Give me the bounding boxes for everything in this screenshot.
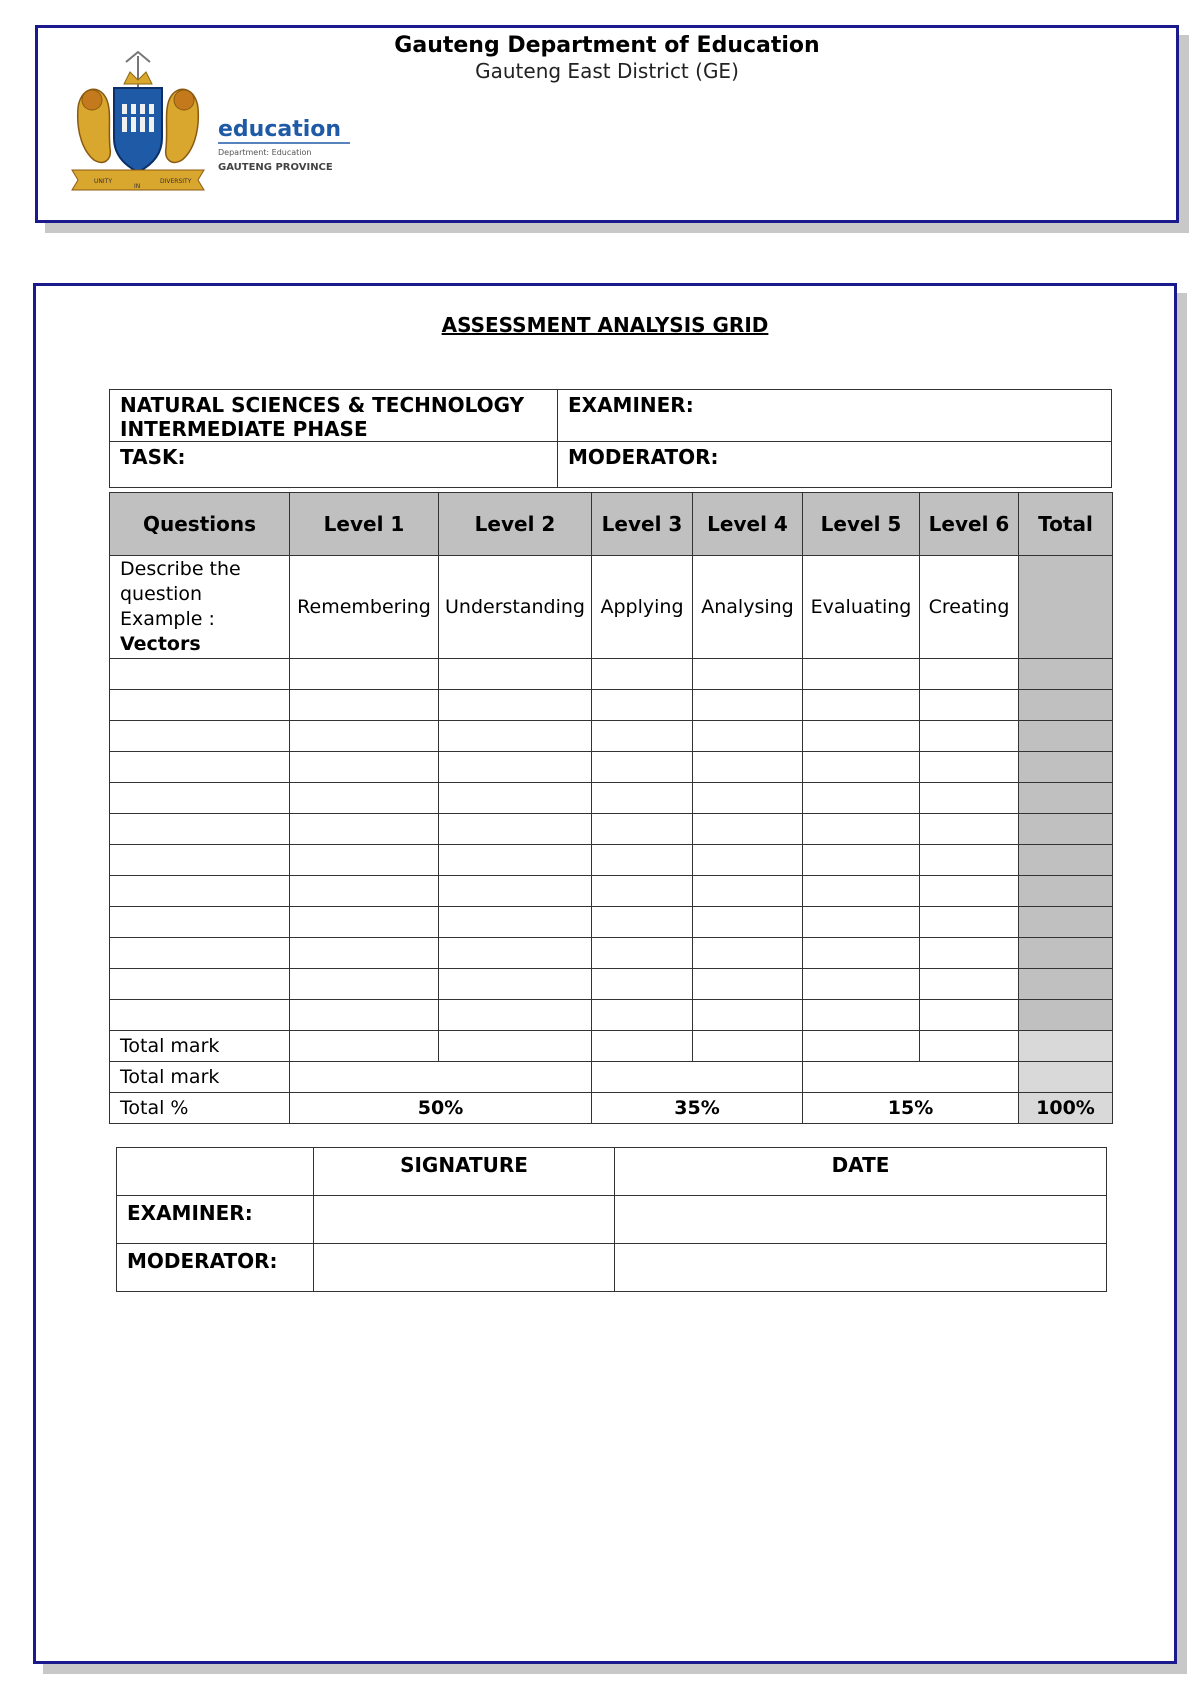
level-mark-cell[interactable] (803, 938, 920, 969)
level-mark-cell[interactable] (920, 876, 1019, 907)
motto-right: DIVERSITY (160, 178, 192, 185)
question-total-cell[interactable] (1019, 907, 1113, 938)
question-total-cell[interactable] (1019, 938, 1113, 969)
level-mark-cell[interactable] (592, 783, 693, 814)
level-mark-cell[interactable] (290, 814, 439, 845)
level-6-name: Creating (920, 556, 1019, 659)
total-mark-combined-label: Total mark (110, 1062, 290, 1093)
total-mark-group-1[interactable] (290, 1062, 592, 1093)
level-mark-cell[interactable] (592, 659, 693, 690)
percent-total: 100% (1019, 1093, 1113, 1124)
date-header: DATE (615, 1148, 1107, 1196)
level-mark-cell[interactable] (290, 1000, 439, 1031)
district-name: Gauteng East District (GE) (475, 59, 739, 83)
level-mark-cell[interactable] (439, 876, 592, 907)
question-cell[interactable] (110, 690, 290, 721)
level-mark-cell[interactable] (439, 1000, 592, 1031)
level-mark-cell[interactable] (920, 1000, 1019, 1031)
question-total-cell[interactable] (1019, 659, 1113, 690)
examiner-date-field[interactable] (615, 1196, 1107, 1244)
level-mark-cell[interactable] (693, 907, 803, 938)
form-frame (33, 283, 1177, 1664)
question-total-cell[interactable] (1019, 721, 1113, 752)
gauteng-education-logo (68, 48, 398, 198)
grid-header-row (110, 493, 1113, 556)
level-mark-cell[interactable] (693, 969, 803, 1000)
level-4-name: Analysing (693, 556, 803, 659)
header-level-6: Level 6 (920, 493, 1019, 556)
level-mark-cell[interactable] (439, 814, 592, 845)
total-mark-level-3[interactable] (592, 1031, 693, 1062)
percent-group-1: 50% (290, 1093, 592, 1124)
level-mark-cell[interactable] (920, 752, 1019, 783)
percent-group-2: 35% (592, 1093, 803, 1124)
level-mark-cell[interactable] (290, 969, 439, 1000)
signoff-moderator-label: MODERATOR: (117, 1244, 314, 1292)
level-mark-cell[interactable] (803, 690, 920, 721)
total-mark-level-5[interactable] (803, 1031, 920, 1062)
level-mark-cell[interactable] (592, 938, 693, 969)
level-mark-cell[interactable] (290, 659, 439, 690)
motto-left: UNITY (94, 178, 112, 185)
level-mark-cell[interactable] (592, 907, 693, 938)
question-row (110, 814, 1113, 845)
question-cell[interactable] (110, 876, 290, 907)
question-row (110, 845, 1113, 876)
question-description (110, 556, 290, 659)
level-mark-cell[interactable] (439, 969, 592, 1000)
total-percent-row (110, 1093, 1113, 1124)
question-total-cell[interactable] (1019, 969, 1113, 1000)
level-mark-cell[interactable] (290, 721, 439, 752)
logo-line1: Department: Education (218, 148, 312, 157)
level-mark-cell[interactable] (439, 752, 592, 783)
question-row (110, 690, 1113, 721)
description-total-cell (1019, 556, 1113, 659)
question-total-cell[interactable] (1019, 814, 1113, 845)
description-line-3: Example : (120, 608, 215, 630)
question-total-cell[interactable] (1019, 690, 1113, 721)
level-mark-cell[interactable] (592, 814, 693, 845)
level-mark-cell[interactable] (803, 969, 920, 1000)
logo-line2: GAUTENG PROVINCE (218, 162, 333, 173)
header-level-2: Level 2 (439, 493, 592, 556)
level-mark-cell[interactable] (693, 659, 803, 690)
level-mark-cell[interactable] (290, 938, 439, 969)
level-mark-cell[interactable] (803, 845, 920, 876)
level-mark-cell[interactable] (803, 783, 920, 814)
description-line-1: Describe the (120, 558, 241, 580)
task-field[interactable]: TASK: (110, 442, 558, 488)
signoff-table (116, 1147, 1107, 1292)
level-mark-cell[interactable] (592, 721, 693, 752)
examiner-field[interactable]: EXAMINER: (558, 390, 1112, 442)
level-mark-cell[interactable] (693, 814, 803, 845)
level-mark-cell[interactable] (439, 690, 592, 721)
question-row (110, 938, 1113, 969)
level-mark-cell[interactable] (920, 721, 1019, 752)
question-cell[interactable] (110, 1000, 290, 1031)
question-row (110, 752, 1113, 783)
question-row (110, 721, 1113, 752)
total-mark-group-2[interactable] (592, 1062, 803, 1093)
description-line-2: question (120, 583, 203, 605)
level-mark-cell[interactable] (592, 845, 693, 876)
question-row (110, 876, 1113, 907)
total-mark-row-2 (110, 1062, 1113, 1093)
level-mark-cell[interactable] (693, 1000, 803, 1031)
total-mark-level-2[interactable] (439, 1031, 592, 1062)
total-mark-row-1 (110, 1031, 1113, 1062)
level-mark-cell[interactable] (290, 783, 439, 814)
level-mark-cell[interactable] (803, 814, 920, 845)
level-mark-cell[interactable] (693, 845, 803, 876)
page-title: ASSESSMENT ANALYSIS GRID (441, 313, 769, 337)
level-mark-cell[interactable] (592, 690, 693, 721)
total-percent-label: Total % (110, 1093, 290, 1124)
level-mark-cell[interactable] (920, 814, 1019, 845)
level-2-name: Understanding (439, 556, 592, 659)
signature-header: SIGNATURE (314, 1148, 615, 1196)
level-mark-cell[interactable] (592, 876, 693, 907)
total-mark-level-1[interactable] (290, 1031, 439, 1062)
level-mark-cell[interactable] (592, 1000, 693, 1031)
level-mark-cell[interactable] (920, 845, 1019, 876)
level-mark-cell[interactable] (592, 969, 693, 1000)
level-mark-cell[interactable] (803, 876, 920, 907)
question-total-cell[interactable] (1019, 845, 1113, 876)
level-mark-cell[interactable] (693, 876, 803, 907)
total-mark-level-6[interactable] (920, 1031, 1019, 1062)
level-mark-cell[interactable] (439, 907, 592, 938)
level-mark-cell[interactable] (920, 690, 1019, 721)
level-mark-cell[interactable] (803, 907, 920, 938)
question-cell[interactable] (110, 721, 290, 752)
level-mark-cell[interactable] (920, 659, 1019, 690)
signoff-examiner-label: EXAMINER: (117, 1196, 314, 1244)
level-mark-cell[interactable] (290, 907, 439, 938)
level-mark-cell[interactable] (920, 938, 1019, 969)
description-example: Vectors (120, 633, 201, 655)
level-mark-cell[interactable] (803, 659, 920, 690)
moderator-signature-field[interactable] (314, 1244, 615, 1292)
level-mark-cell[interactable] (439, 845, 592, 876)
question-cell[interactable] (110, 659, 290, 690)
question-row (110, 969, 1113, 1000)
header-level-5: Level 5 (803, 493, 920, 556)
question-total-cell[interactable] (1019, 1000, 1113, 1031)
question-row (110, 659, 1113, 690)
level-mark-cell[interactable] (439, 659, 592, 690)
level-mark-cell[interactable] (803, 752, 920, 783)
level-mark-cell[interactable] (290, 752, 439, 783)
question-cell[interactable] (110, 907, 290, 938)
total-mark-group-3[interactable] (803, 1062, 1019, 1093)
percent-group-3: 15% (803, 1093, 1019, 1124)
level-mark-cell[interactable] (920, 969, 1019, 1000)
motto-center: IN (134, 183, 141, 190)
header-level-3: Level 3 (592, 493, 693, 556)
total-mark-total[interactable] (1019, 1031, 1113, 1062)
question-cell[interactable] (110, 845, 290, 876)
examiner-signature-field[interactable] (314, 1196, 615, 1244)
question-cell[interactable] (110, 783, 290, 814)
level-mark-cell[interactable] (290, 690, 439, 721)
subject-cell: NATURAL SCIENCES & TECHNOLOGY INTERMEDIATE PHASE (110, 390, 558, 442)
header-frame (35, 25, 1179, 223)
question-row (110, 907, 1113, 938)
level-1-name: Remembering (290, 556, 439, 659)
level-mark-cell[interactable] (693, 938, 803, 969)
header-questions: Questions (110, 493, 290, 556)
question-cell[interactable] (110, 969, 290, 1000)
level-mark-cell[interactable] (439, 721, 592, 752)
logo-word: education (218, 117, 342, 142)
level-mark-cell[interactable] (290, 876, 439, 907)
total-mark-combined-total[interactable] (1019, 1062, 1113, 1093)
level-mark-cell[interactable] (439, 783, 592, 814)
question-total-cell[interactable] (1019, 783, 1113, 814)
level-mark-cell[interactable] (920, 907, 1019, 938)
moderator-field[interactable]: MODERATOR: (558, 442, 1112, 488)
question-cell[interactable] (110, 938, 290, 969)
level-mark-cell[interactable] (290, 845, 439, 876)
analysis-grid (109, 492, 1113, 1124)
level-mark-cell[interactable] (693, 690, 803, 721)
question-row (110, 783, 1113, 814)
level-mark-cell[interactable] (920, 783, 1019, 814)
level-mark-cell[interactable] (439, 938, 592, 969)
header-total: Total (1019, 493, 1113, 556)
info-table (109, 389, 1112, 488)
level-5-name: Evaluating (803, 556, 920, 659)
question-total-cell[interactable] (1019, 752, 1113, 783)
level-3-name: Applying (592, 556, 693, 659)
level-mark-cell[interactable] (803, 1000, 920, 1031)
level-mark-cell[interactable] (803, 721, 920, 752)
level-mark-cell[interactable] (693, 783, 803, 814)
total-mark-label: Total mark (110, 1031, 290, 1062)
signoff-corner (117, 1148, 314, 1196)
level-mark-cell[interactable] (693, 721, 803, 752)
question-total-cell[interactable] (1019, 876, 1113, 907)
header-level-1: Level 1 (290, 493, 439, 556)
question-cell[interactable] (110, 752, 290, 783)
question-row (110, 1000, 1113, 1031)
question-cell[interactable] (110, 814, 290, 845)
level-mark-cell[interactable] (592, 752, 693, 783)
moderator-date-field[interactable] (615, 1244, 1107, 1292)
organization-name: Gauteng Department of Education (394, 33, 820, 58)
description-row (110, 556, 1113, 659)
header-level-4: Level 4 (693, 493, 803, 556)
total-mark-level-4[interactable] (693, 1031, 803, 1062)
level-mark-cell[interactable] (693, 752, 803, 783)
